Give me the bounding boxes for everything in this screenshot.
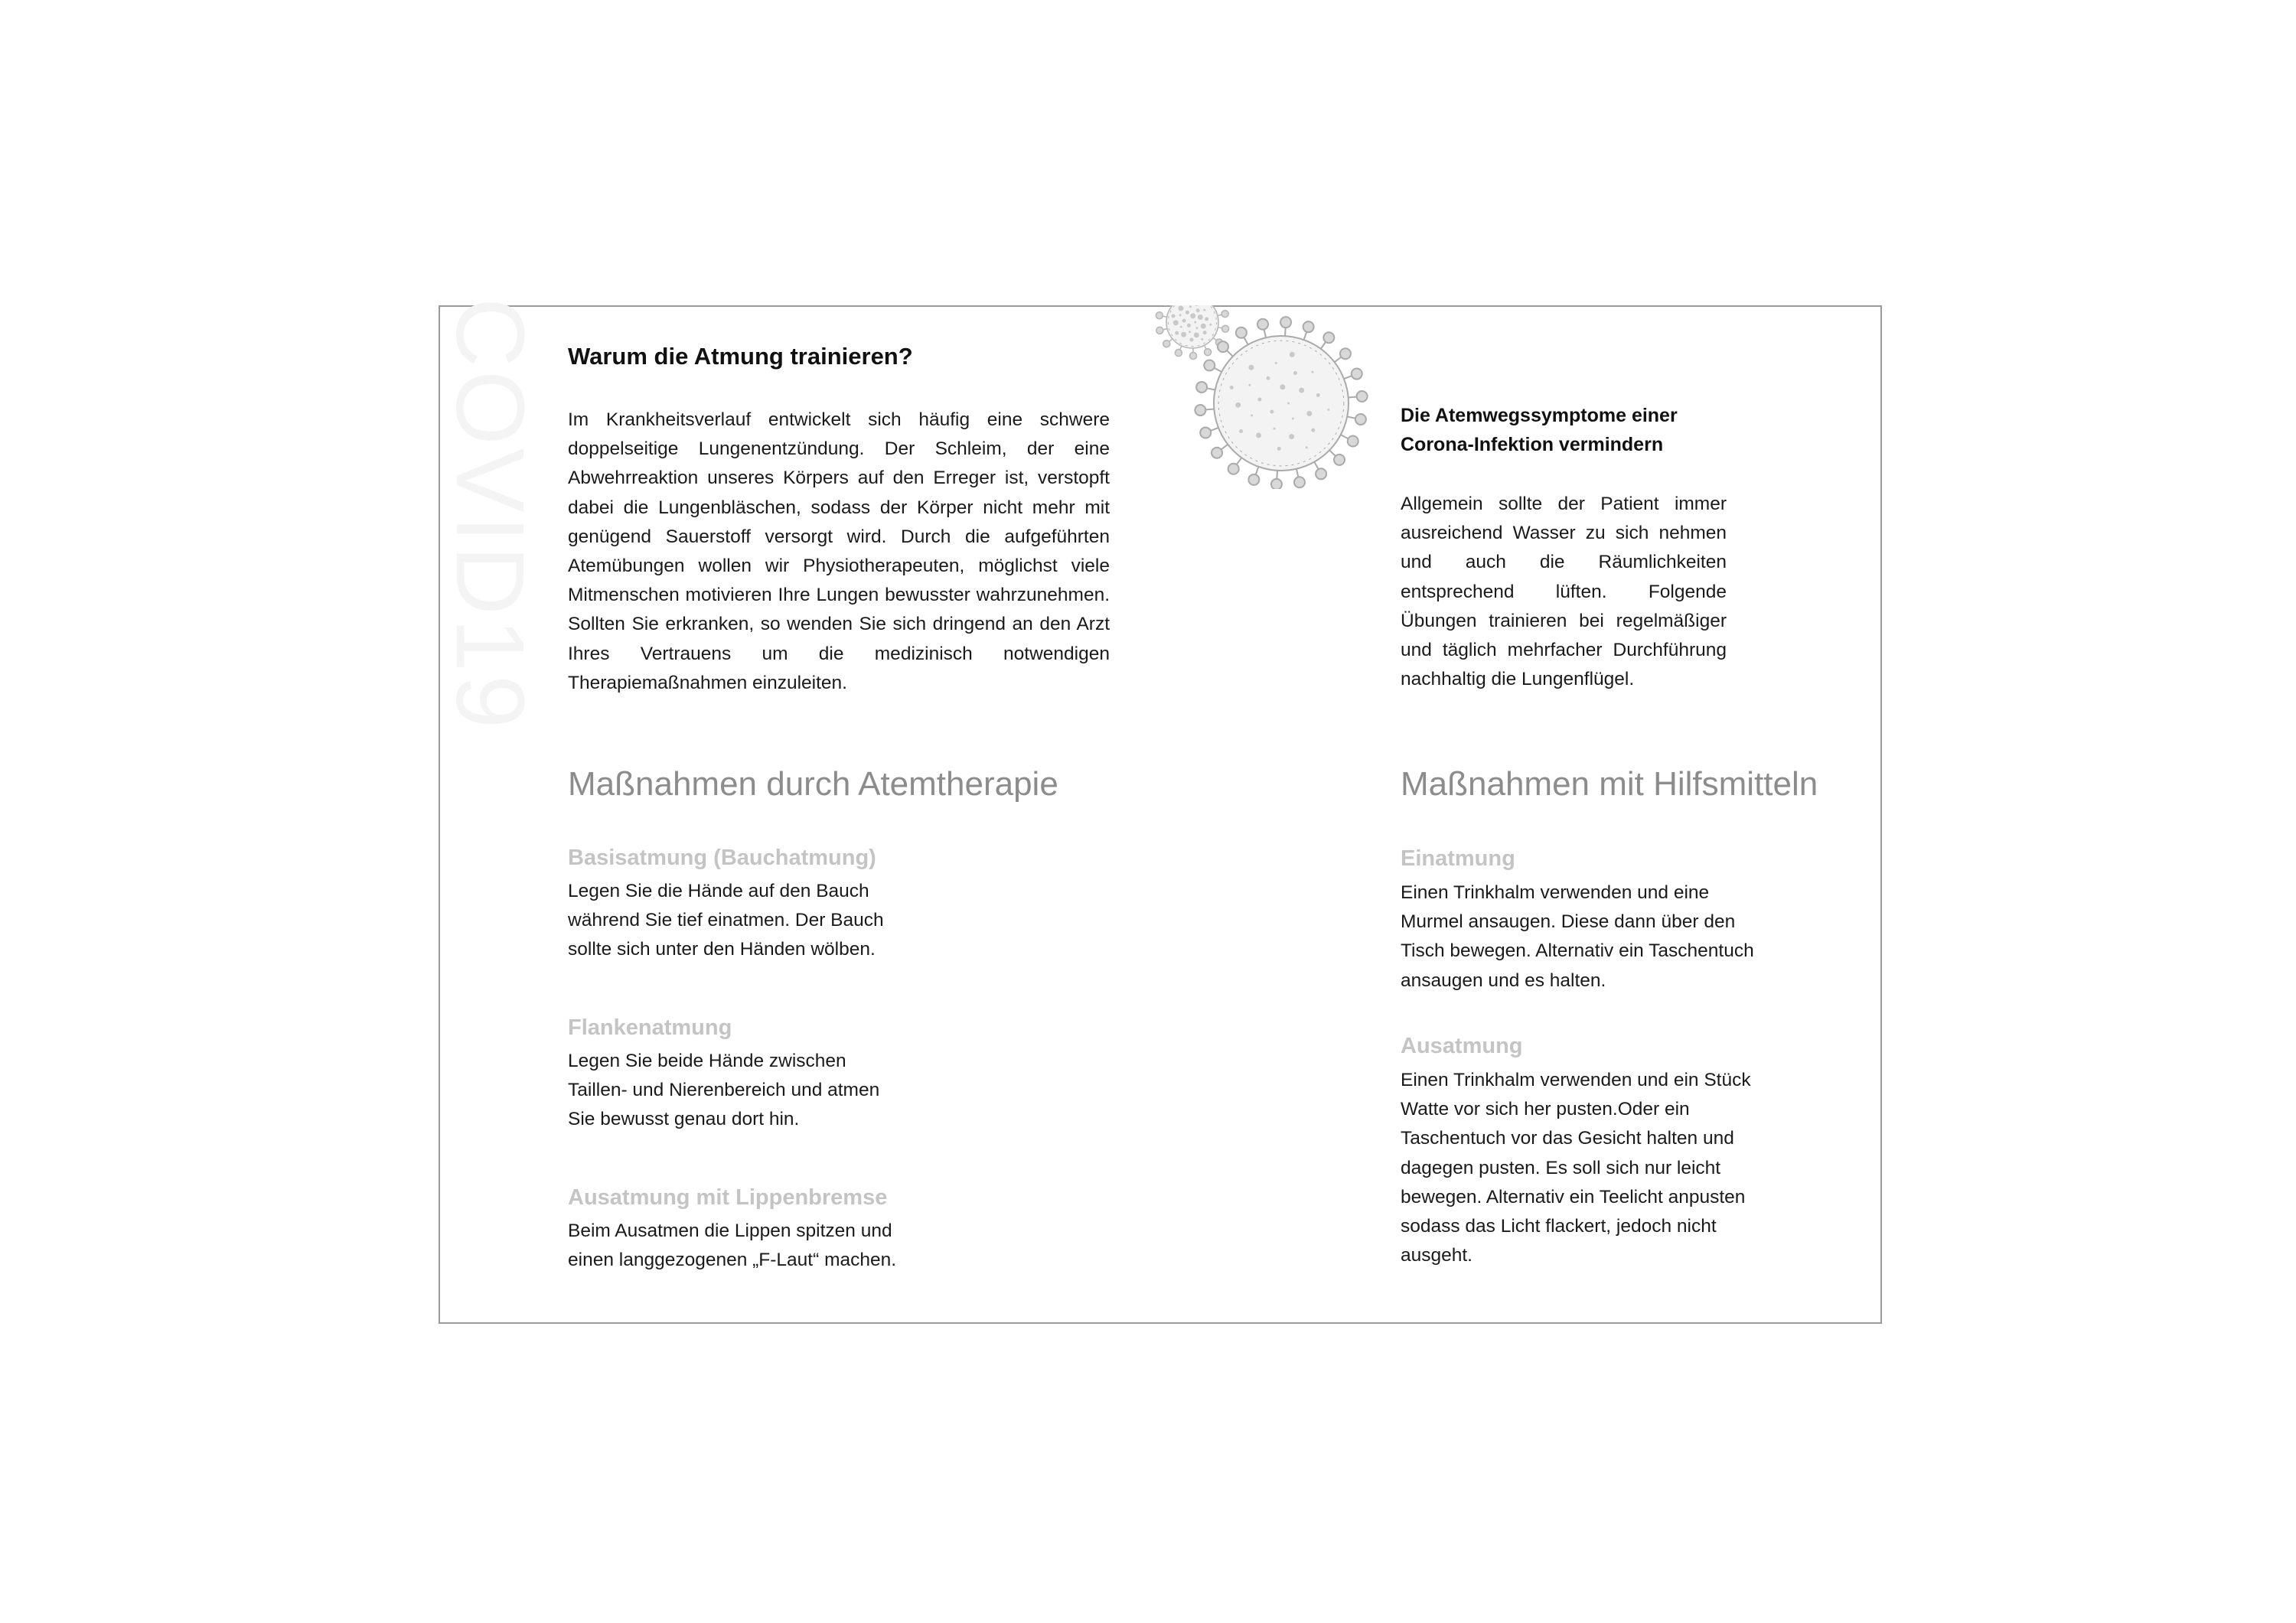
covid19-watermark <box>436 297 545 732</box>
exercise-title-basisatmung: Basisatmung (Bauchatmung) <box>568 846 876 870</box>
left-heading: Warum die Atmung trainieren? <box>568 343 913 370</box>
exercise-title-lippenbremse: Ausatmung mit Lippenbremse <box>568 1185 888 1210</box>
large-virus-icon <box>1195 317 1367 489</box>
right-intro-paragraph: Allgemein sollte der Patient immer ausreichend Wasser zu sich nehmen und auch die Räumlichkeiten entsprechend lüften. Folgende Übungen trainieren bei regelmäßiger und täglich mehrfacher Durchführung nachhaltig die Lungenflügel. <box>1401 494 1727 690</box>
small-virus-icon <box>1156 305 1228 359</box>
watermark-text: COVID19 <box>436 297 545 732</box>
section-title-atemtherapie: Maßnahmen durch Atemtherapie <box>568 765 1058 803</box>
exercise-title-einatmung: Einatmung <box>1401 846 1515 871</box>
left-intro-paragraph: Im Krankheitsverlauf entwickelt sich häufig eine schwere doppelseitige Lungenentzündung. Der Schleim, der eine Abwehrreaktion unseres Körpers auf den Erreger ist, verstopft dabei die Lungenbläschen, sodass der Körper nicht mehr mit genügend Sauerstoff versorgt wird. Durch die aufgeführten Atemübungen wollen wir Physiotherapeuten, möglichst viele Mitmenschen motivieren Ihre Lungen bewusster wahrzunehmen. Sollten Sie erkranken, so wenden Sie sich dringend an den Arzt Ihres Vertrauens um die medizinisch notwendigen Therapiemaßnahmen einzuleiten. <box>568 409 1110 693</box>
coronavirus-illustration <box>1148 305 1401 489</box>
exercise-text-ausatmung: Einen Trinkhalm verwenden und ein Stück Watte vor sich her pusten.Oder ein Taschentuch vor das Gesicht halten und dagegen pusten. Es soll sich nur leicht bewegen. Alternativ ein Teelicht anpusten sodass das Licht flackert, jedoch nicht ausgeht. <box>1401 1070 1751 1266</box>
exercise-text-basisatmung: Legen Sie die Hände auf den Bauch während Sie tief einatmen. Der Bauch sollte sich unter den Händen wölben. <box>568 881 884 960</box>
exercise-text-einatmung: Einen Trinkhalm verwenden und eine Murmel ansaugen. Diese dann über den Tisch bewegen. Alternativ ein Taschentuch ansaugen und es halten. <box>1401 882 1754 991</box>
exercise-title-ausatmung: Ausatmung <box>1401 1034 1523 1058</box>
right-heading: Die Atemwegssymptome einer Corona-Infektion vermindern <box>1401 405 1678 455</box>
exercise-text-lippenbremse: Beim Ausatmen die Lippen spitzen und einen langgezogenen „F-Laut“ machen. <box>568 1221 897 1271</box>
exercise-text-flankenatmung: Legen Sie beide Hände zwischen Taillen- und Nierenbereich und atmen Sie bewusst genau dort hin. <box>568 1051 880 1130</box>
section-title-hilfsmittel: Maßnahmen mit Hilfsmitteln <box>1401 765 1818 803</box>
exercise-title-flankenatmung: Flankenatmung <box>568 1015 732 1040</box>
